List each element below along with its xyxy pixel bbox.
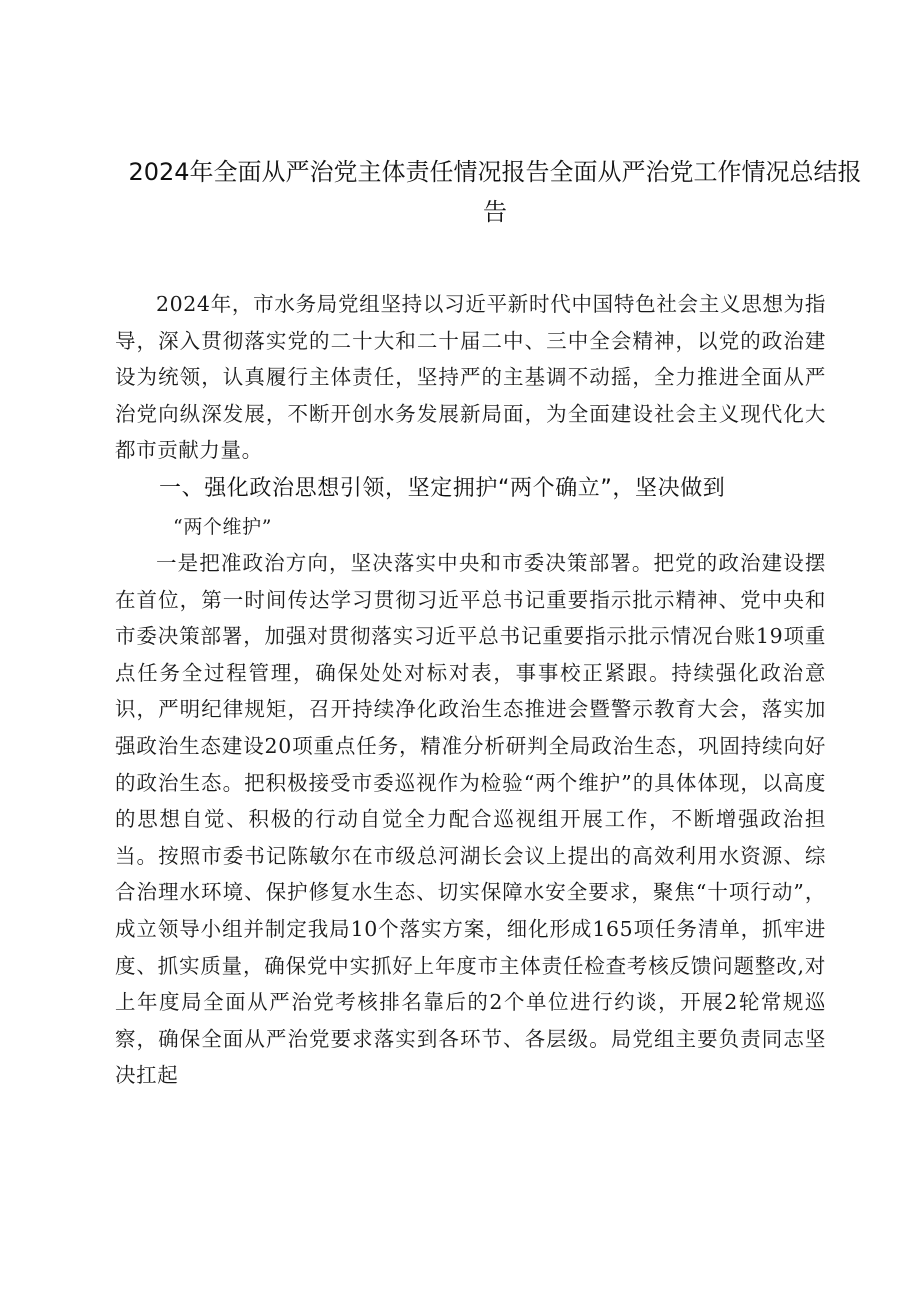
document-title: 2024年全面从严治党主体责任情况报告全面从严治党工作情况总结报告 xyxy=(128,158,862,226)
intro-paragraph: 2024年，市水务局党组坚持以习近平新时代中国特色社会主义思想为指导，深入贯彻落实党的二十大和二十届二中、三中全会精神，以党的政治建设为统领，认真履行主体责任，坚持严的主基调不动摇，全力推进全面从严治党向纵深发展，不断开创水务发展新局面，为全面建设社会主义现代化大都市贡献力量。 xyxy=(115,292,826,463)
section-heading: 一、强化政治思想引领，坚定拥护“两个确立”，坚决做到 xyxy=(159,475,726,501)
document-body xyxy=(115,286,826,1094)
section-paragraph: 一是把准政治方向，坚决落实中央和市委决策部署。把党的政治建设摆在首位，第一时间传达学习贯彻习近平总书记重要指示批示精神、党中央和市委决策部署，加强对贯彻落实习近平总书记重要指示批示情况台账19项重点任务全过程管理，确保处处对标对表，事事校正紧跟。持续强化政治意识，严明纪律规矩，召开持续净化政治生态推进会暨警示教育大会，落实加强政治生态建设20项重点任务，精准分析研判全局政治生态，巩固持续向好的政治生态。把积极接受市委巡视作为检验“两个维护”的具体体现，以高度的思想自觉、积极的行动自觉全力配合巡视组开展工作，不断增强政治担当。按照市委书记陈敏尔在市级总河湖长会议上提出的高效利用水资源、综合治理水环境、保护修复水生态、切实保障水安全要求，聚焦“十项行动”，成立领导小组并制定我局10个落实方案，细化形成165项任务清单，抓牢进度、抓实质量，确保党中实抓好上年度市主体责任检查考核反馈问题整改,对上年度局全面从严治党考核排名靠后的2个单位进行约谈，开展2轮常规巡察，确保全面从严治党要求落实到各环节、各层级。局党组主要负责同志坚决扛起 xyxy=(115,550,826,1088)
section-heading-continuation: “两个维护” xyxy=(173,515,273,538)
